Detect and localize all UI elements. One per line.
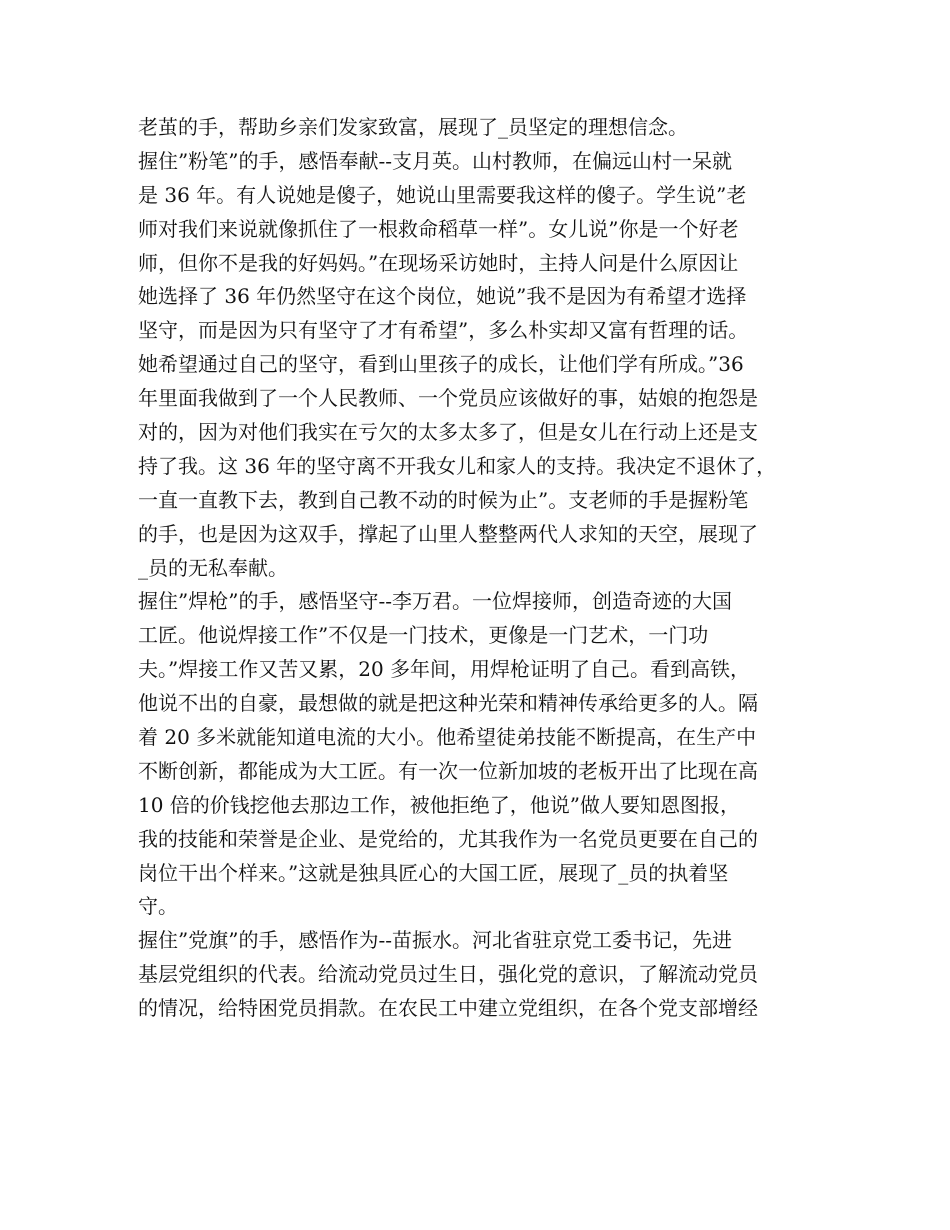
text-line: 他说不出的自豪，最想做的就是把这种光荣和精神传承给更多的人。隔 (138, 691, 758, 716)
text-line: 的手，也是因为这双手，撑起了山里人整整两代人求知的天空，展现了 (138, 521, 758, 546)
text-line: 工匠。他说焊接工作”不仅是一门技术，更像是一门艺术，一门功 (138, 623, 709, 648)
text-line: 我的技能和荣誉是企业、是党给的，尤其我作为一名党员更要在自己的 (138, 826, 758, 851)
text-line: 她希望通过自己的坚守，看到山里孩子的成长，让他们学有所成。”36 (138, 352, 744, 377)
text-line: 她选择了 36 年仍然坚守在这个岗位，她说”我不是因为有希望才选择 (138, 284, 747, 309)
text-line: 10 倍的价钱挖他去那边工作，被他拒绝了，他说”做人要知恩图报， (138, 792, 741, 817)
body-text (138, 111, 818, 1026)
text-line: 年里面我做到了一个人民教师、一个党员应该做好的事，姑娘的抱怨是 (138, 386, 758, 411)
text-line: 的情况，给特困党员捐款。在农民工中建立党组织，在各个党支部增经 (138, 996, 758, 1021)
text-line: 坚守，而是因为只有坚守了才有希望”，多么朴实却又富有哲理的话。 (138, 318, 749, 343)
text-line: 师对我们来说就像抓住了一根救命稻草一样”。女儿说”你是一个好老 (138, 216, 739, 241)
text-line: 握住”党旗”的手，感悟作为--苗振水。河北省驻京党工委书记，先进 (138, 928, 732, 953)
text-line: 夫。”焊接工作又苦又累，20 多年间，用焊枪证明了自己。看到高铁， (138, 657, 751, 682)
text-line: 握住”焊枪”的手，感悟坚守--李万君。一位焊接师，创造奇迹的大国 (138, 589, 732, 614)
text-line: 岗位干出个样来。”这就是独具匠心的大国工匠，展现了_员的执着坚 (138, 860, 729, 885)
text-line: 守。 (138, 894, 178, 919)
text-line: 对的，因为对他们我实在亏欠的太多太多了，但是女儿在行动上还是支 (138, 420, 758, 445)
text-line: 师，但你不是我的好妈妈。”在现场采访她时，主持人问是什么原因让 (138, 250, 739, 275)
text-line: 握住”粉笔”的手，感悟奉献--支月英。山村教师，在偏远山村一呆就 (138, 148, 732, 173)
text-line: 一直一直教下去，教到自己教不动的时候为止”。支老师的手是握粉笔 (138, 487, 749, 512)
text-line: _员的无私奉献。 (138, 555, 288, 580)
text-line: 是 36 年。有人说她是傻子，她说山里需要我这样的傻子。学生说”老 (138, 182, 747, 207)
text-line: 着 20 多米就能知道电流的大小。他希望徒弟技能不断提高，在生产中 (138, 725, 757, 750)
text-line: 持了我。这 36 年的坚守离不开我女儿和家人的支持。我决定不退休了， (138, 453, 777, 478)
text-line: 不断创新，都能成为大工匠。有一次一位新加坡的老板开出了比现在高 (138, 758, 758, 783)
text-line: 基层党组织的代表。给流动党员过生日，强化党的意识，了解流动党员 (138, 962, 758, 987)
text-line: 老茧的手，帮助乡亲们发家致富，展现了_员坚定的理想信念。 (138, 115, 688, 139)
